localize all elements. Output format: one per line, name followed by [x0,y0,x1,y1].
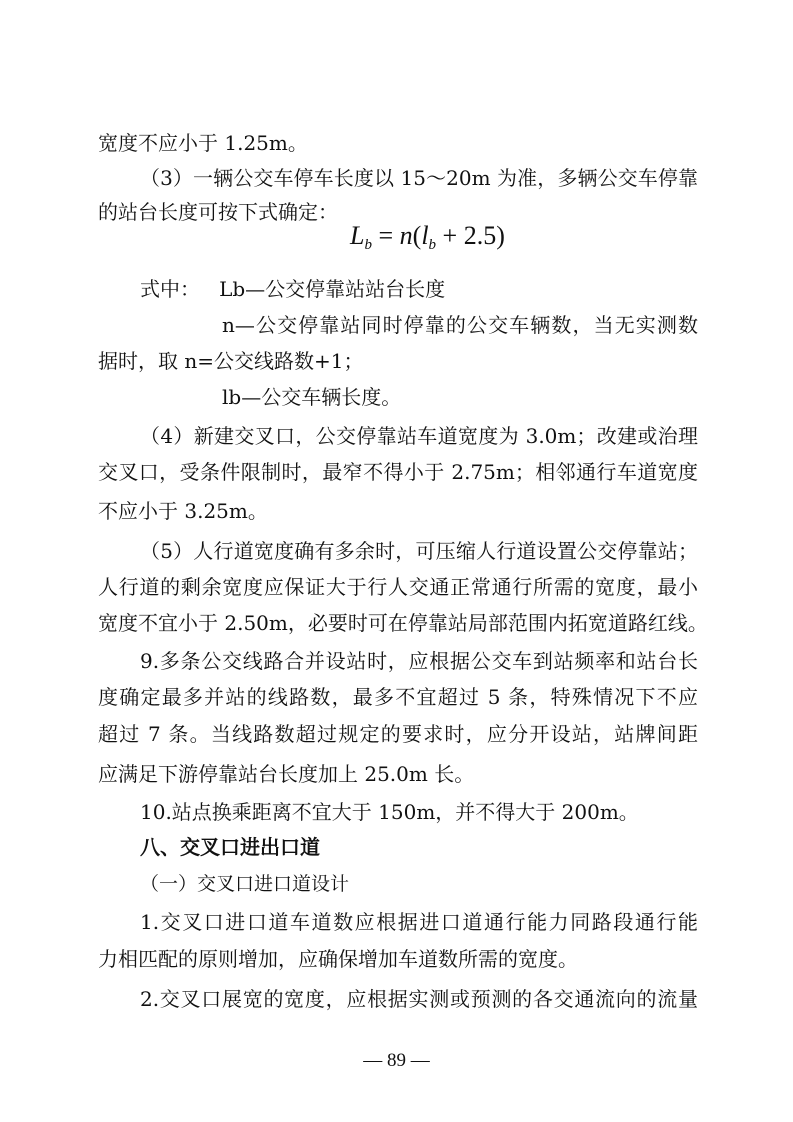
subsection-heading: （一）交叉口进口道设计 [140,873,350,895]
paragraph-line: 据时，取 n=公交线路数+1； [98,349,364,373]
paragraph-line: 不应小于 3.25m。 [98,499,268,523]
formula-plus: + 2.5) [436,221,505,250]
formula-l-sub: b [428,237,437,253]
paragraph-line: lb—公交车辆长度。 [222,385,402,409]
formula-n: n [399,221,413,250]
formula-open: ( [412,221,422,250]
paragraph-line: 9.多条公交线路合并设站时，应根据公交车到站频率和站台长 [140,649,698,673]
paragraph-line: 应满足下游停靠站台长度加上 25.0m 长。 [98,762,475,786]
formula-lhs: L [350,221,365,250]
paragraph-line: n—公交停靠站同时停靠的公交车辆数，当无实测数 [222,313,698,337]
paragraph-line: 宽度不宜小于 2.50m，必要时可在停靠站局部范围内拓宽道路红线。 [98,611,708,635]
paragraph-line: 力相匹配的原则增加，应确保增加车道数所需的宽度。 [98,947,578,971]
paragraph-line: 度确定最多并站的线路数，最多不宜超过 5 条，特殊情况下不应 [98,685,698,709]
paragraph-line: 交叉口，受条件限制时，最窄不得小于 2.75m；相邻通行车道宽度 [98,460,698,484]
paragraph-line: 10.站点换乘距离不宜大于 150m，并不得大于 200m。 [140,800,639,824]
paragraph-line: 人行道的剩余宽度应保证大于行人交通正常通行所需的宽度，最小 [98,575,698,599]
paragraph-line: 宽度不应小于 1.25m。 [98,131,308,155]
paragraph-line: 2.交叉口展宽的宽度，应根据实测或预测的各交通流向的流量 [140,987,698,1011]
page-number: — 89 — [363,1050,430,1071]
section-heading: 八、交叉口进出口道 [140,835,320,859]
bus-stop-length-formula [350,220,530,252]
paragraph-line: 式中： Lb—公交停靠站站台长度 [140,277,446,301]
paragraph-line: （4）新建交叉口，公交停靠站车道宽度为 3.0m；改建或治理 [140,424,698,448]
formula-lhs-sub: b [364,237,372,253]
paragraph-line: （5）人行道宽度确有多余时，可压缩人行道设置公交停靠站； [140,539,698,563]
paragraph-line: 1.交叉口进口道车道数应根据进口道通行能力同路段通行能 [140,910,698,934]
paragraph-line: （3）一辆公交车停车长度以 15～20m 为准，多辆公交车停靠 [140,166,698,190]
paragraph-line: 的站台长度可按下式确定： [98,200,338,224]
formula-equals: = [371,221,400,250]
paragraph-line: 超过 7 条。当线路数超过规定的要求时，应分开设站，站牌间距 [98,722,698,746]
formula-l: l [421,221,429,250]
